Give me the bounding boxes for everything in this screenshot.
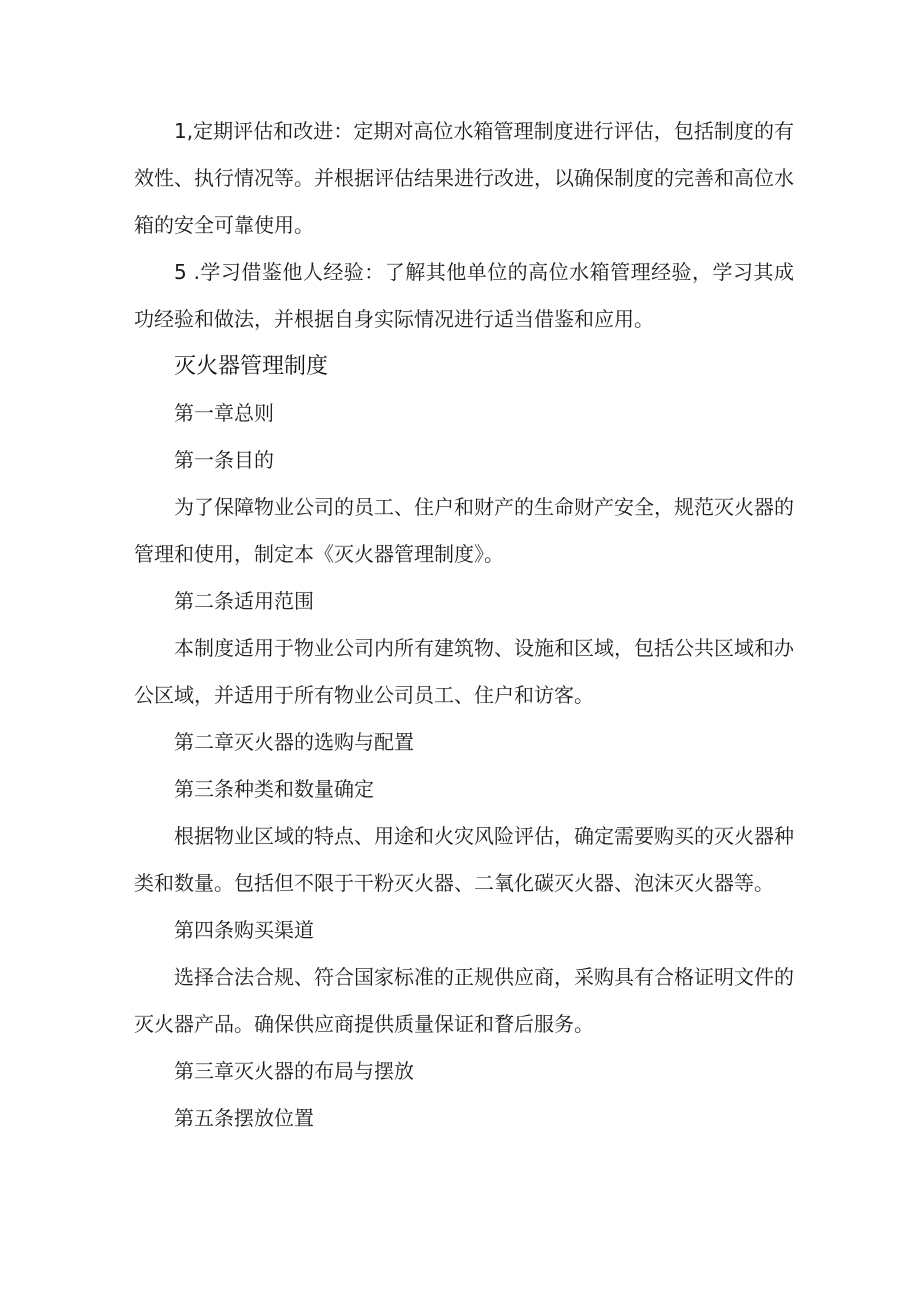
article-heading: 第一条目的 <box>174 448 274 472</box>
chapter-heading: 第三章灭火器的布局与摆放 <box>174 1059 414 1083</box>
document-title: 灭火器管理制度 <box>174 354 329 379</box>
article-heading: 第三条种类和数量确定 <box>174 777 374 801</box>
chapter-heading: 第一章总则 <box>174 401 274 425</box>
document-body <box>134 108 794 1142</box>
article-paragraph: 根据物业区域的特点、用途和火灾风险评估，确定需要购买的灭火器种类和数量。包括但不限于干粉灭火器、二氧化碳灭火器、泡沫灭火器等。 <box>134 824 794 895</box>
paragraph-evaluation: 1,定期评估和改进：定期对高位水箱管理制度进行评估，包括制度的有效性、执行情况等。并根据评估结果进行改进，以确保制度的完善和高位水箱的安全可靠使用。 <box>134 119 794 237</box>
article-paragraph: 为了保障物业公司的员工、住户和财产的生命财产安全，规范灭火器的管理和使用，制定本《灭火器管理制度》。 <box>134 495 794 566</box>
article-heading: 第四条购买渠道 <box>174 918 314 942</box>
article-heading: 第五条摆放位置 <box>174 1106 314 1130</box>
article-paragraph: 本制度适用于物业公司内所有建筑物、设施和区域，包括公共区域和办公区域，并适用于所有物业公司员工、住户和访客。 <box>134 636 794 707</box>
chapter-heading: 第二章灭火器的选购与配置 <box>174 730 414 754</box>
article-heading: 第二条适用范围 <box>174 589 314 613</box>
article-paragraph: 选择合法合规、符合国家标准的正规供应商，采购具有合格证明文件的灭火器产品。确保供应商提供质量保证和瞀后服务。 <box>134 965 794 1036</box>
paragraph-learning: 5 .学习借鉴他人经验：了解其他单位的高位水箱管理经验，学习其成功经验和做法，并根据自身实际情况进行适当借鉴和应用。 <box>134 260 794 331</box>
